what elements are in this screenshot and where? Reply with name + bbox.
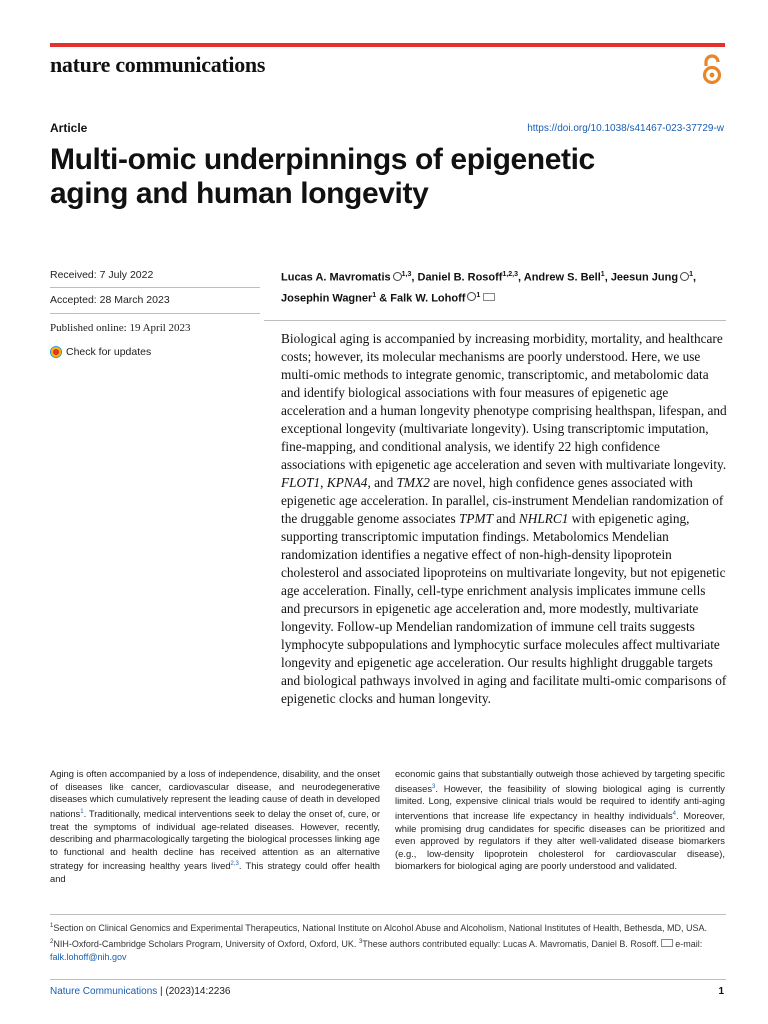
body-text: . Traditionally, medical interventions seek to delay the onset of, cure, or treat the symptoms of individual age-related diseases. However, recently, describing and pharmacologically targeting the biological processes linking age to functional and health decline has received attention as an alternative strategy for increasing healthy years lived [50,807,380,872]
affiliation-text: NIH-Oxford-Cambridge Scholars Program, University of Oxford, Oxford, UK. [53,938,359,949]
check-for-updates-button[interactable] [50,346,260,358]
abstract-text: , and [367,475,397,490]
check-updates-label: Check for updates [66,346,152,358]
abstract [281,330,727,708]
footnote-marker: 1 [50,923,54,929]
body-text: economic gains that substantially outweigh those achieved by targeting specific diseases [395,768,725,794]
gene-name: TMX2 [396,475,430,490]
author-separator: , [604,271,611,284]
citation-ref[interactable]: 4 [672,810,677,817]
abstract-text: , [320,475,327,490]
abstract-text: with epigenetic aging, supporting transcriptomic imputation findings. Metabolomics Mendelian randomization identifies a negative effect of non-high-density lipoprotein cholesterol and associated lipoproteins on multivariate longevity, but not epigenetic age acceleration. Finally, cell-type enrichment analysis implicates immune cells and precursors in epigenetic age acceleration and, more modestly, multivariate longevity. Follow-up Mendelian randomization of immune cell traits suggests lymphocyte subpopulations and lymphocytic surface molecules affect multivariate longevity and epigenetic age acceleration. Our results highlight druggable targets and biological pathways involved in aging and facilitate multi-omic comparisons of epigenetic clocks and human longevity. [281,511,727,706]
footnote-marker: 2 [50,938,54,945]
body-column-left [50,768,380,886]
body-column-right [395,768,725,873]
footer-citation [50,986,230,997]
meta-divider [50,313,260,314]
author-name[interactable]: Daniel B. Rosoff [417,271,503,284]
orcid-icon[interactable] [680,272,689,281]
author-separator: , [692,271,697,284]
doi-link[interactable]: https://doi.org/10.1038/s41467-023-37729-w [527,123,724,134]
email-link[interactable]: falk.lohoff@nih.gov [50,952,127,962]
citation-ref[interactable]: 3 [432,783,436,790]
check-updates-icon [50,346,62,358]
affiliation-text: Section on Clinical Genomics and Experimental Therapeutics, National Institute on Alcohol Abuse and Alcoholism, National Institutes of Health, Bethesda, MD, USA. [53,923,708,933]
author-separator: & [376,292,391,305]
footer-journal-link[interactable]: Nature Communications [50,986,158,997]
footnote-marker: 3 [358,938,363,945]
author-affiliation: 1 [600,271,605,278]
author-name[interactable]: Andrew S. Bell [523,271,601,284]
affiliations-footnote [50,920,726,965]
gene-name: FLOT1 [281,475,321,490]
author-affiliation: 1,2,3 [502,271,519,278]
body-text: . Moreover, while promising drug candidates for specific diseases can be prioritized and even approved by regulators if they alter well-validated disease biomarkers (e.g., low-density lipoprotein cholesterol for cardiovascular disease), biomarkers for biological aging are poorly understood and validated. [395,810,725,872]
email-label: e-mail: [675,938,703,949]
author-list [281,266,726,307]
author-affiliation: 1,3 [401,271,412,278]
footer-volume: | (2023)14:2236 [157,986,231,997]
title-line-2: aging and human longevity [50,177,429,210]
footnote-divider [50,914,726,915]
body-text: Aging is often accompanied by a loss of independence, disability, and the onset of diseases like cancer, cardiovascular disease, and neurodegenerative diseases which cumulatively represent the leading cause of death in developed nations [50,768,380,819]
body-text: . This strategy could offer health and [50,860,381,884]
published-date: Published online: 19 April 2023 [50,322,191,334]
author-separator: , [411,271,418,284]
article-title [50,143,710,211]
page-number: 1 [718,986,724,997]
body-text: . However, the feasibility of slowing biological aging is currently limited. Long, expensive clinical trials would be required to identify anti-aging interventions that increase life expectancy in healthy individuals [395,782,725,822]
email-icon [661,939,673,947]
header-accent-bar [50,43,725,47]
abstract-text: Biological aging is accompanied by increasing morbidity, mortality, and healthcare costs; however, its molecular mechanisms are poorly understood. Here, we use multi-omic methods to integrate genomic, transcriptomic, and metabolomic data and identify biological associations with four measures of epigenetic age acceleration and a human longevity phenotype comprising healthspan, lifespan, and exceptional longevity (multivariate longevity). Using transcriptomic imputation, fine-mapping, and conditional analysis, we identify 22 high confidence associations with epigenetic age acceleration and seven with multivariate longevity. [281,331,727,472]
title-line-1: Multi-omic underpinnings of epigenetic [50,143,595,176]
citation-ref[interactable]: 2,3 [230,861,239,868]
accepted-date: Accepted: 28 March 2023 [50,294,170,306]
author-name[interactable]: Falk W. Lohoff [390,292,466,305]
affiliation-text: These authors contributed equally: Lucas A. Mavromatis, Daniel B. Rosoff. [362,938,662,949]
author-name[interactable]: Jeesun Jung [610,271,679,284]
orcid-icon[interactable] [393,272,402,281]
author-affiliation: 1 [689,271,693,278]
citation-ref[interactable]: 1 [80,808,84,815]
authors-divider [264,320,726,321]
journal-name[interactable]: nature communications [50,52,266,77]
gene-name: KPNA4 [326,475,368,490]
author-separator: , [518,271,524,284]
author-affiliation: 1 [476,291,481,299]
received-date: Received: 7 July 2022 [50,269,154,281]
article-type-label: Article [50,121,88,135]
meta-divider [50,287,260,288]
abstract-text: are novel, high confidence genes associated with epigenetic age acceleration. In parallel, cis-instrument Mendelian randomization of the druggable genome associates [281,475,724,526]
gene-name: NHLRC1 [518,511,569,526]
email-icon[interactable] [483,293,495,301]
abstract-text: and [492,511,519,526]
gene-name: TPMT [458,511,493,526]
open-access-icon[interactable] [700,54,724,86]
footer-divider [50,979,726,980]
author-affiliation: 1 [372,291,377,299]
author-name[interactable]: Lucas A. Mavromatis [281,271,391,284]
author-name[interactable]: Josephin Wagner [281,292,373,305]
